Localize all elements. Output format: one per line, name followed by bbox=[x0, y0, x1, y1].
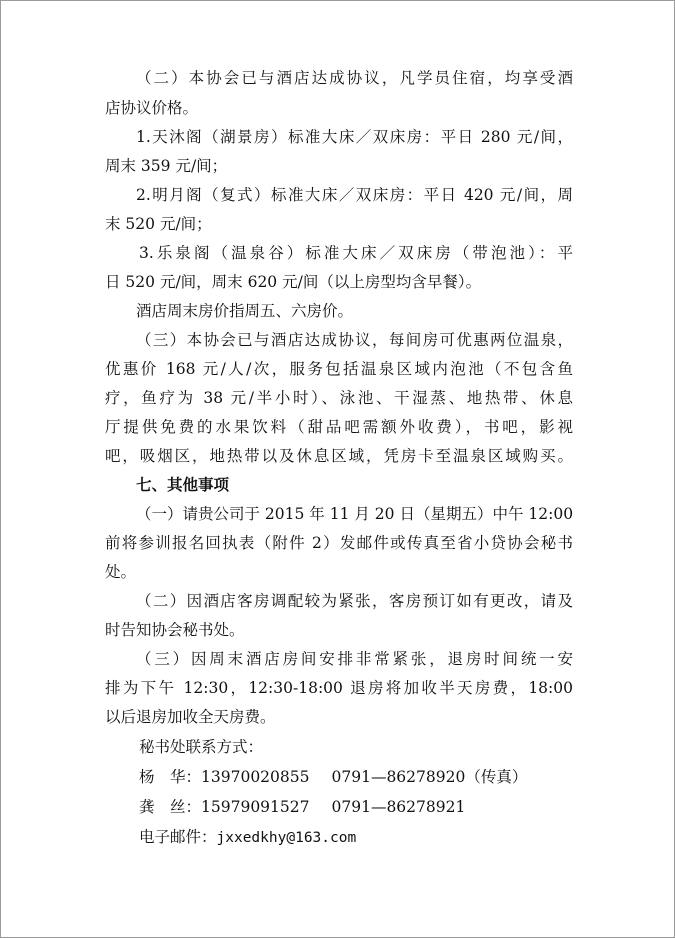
section-heading-other: 七、其他事项 bbox=[136, 476, 230, 494]
contact-mobile: 15979091527 bbox=[201, 798, 310, 816]
room-mingyue-line-2: 末 520 元/间； bbox=[105, 215, 212, 233]
email-label: 电子邮件： bbox=[139, 828, 217, 846]
other-item3-line-3: 以后退房加收全天房费。 bbox=[105, 708, 276, 726]
contact-mobile: 13970020855 bbox=[201, 768, 310, 786]
hot-spring-line-1: （三）本协会已与酒店达成协议，每间房可优惠两位温泉， bbox=[136, 331, 573, 349]
room-tianmu-line-2: 周末 359 元/间； bbox=[105, 157, 228, 175]
room-lequan-line-1: 3.乐泉阁（温泉谷）标准大床／双床房（带泡池）：平 bbox=[139, 244, 573, 262]
other-item2-line-1: （二）因酒店客房调配较为紧张，客房预订如有更改，请及 bbox=[136, 592, 573, 610]
room-lequan-line-2: 日 520 元/间，周末 620 元/间（以上房型均含早餐）。 bbox=[105, 273, 482, 291]
other-item1-line-3: 处。 bbox=[105, 563, 137, 581]
hot-spring-line-5: 吧，吸烟区，地热带以及休息区域，凭房卡至温泉区域购买。 bbox=[105, 447, 573, 465]
room-mingyue-line-1: 2.明月阁（复式）标准大床／双床房：平日 420 元/间，周 bbox=[136, 186, 573, 204]
contact-phone: 0791—86278920（传真） bbox=[331, 768, 528, 786]
contact-phone: 0791—86278921 bbox=[331, 798, 466, 816]
hot-spring-line-3: 疗，鱼疗为 38 元/半小时）、泳池、干湿蒸、地热带、休息 bbox=[105, 389, 573, 407]
contact-name: 杨 华： bbox=[139, 768, 202, 786]
hotel-agreement-line-2: 店协议价格。 bbox=[105, 99, 199, 117]
contact-row-yang bbox=[105, 762, 573, 792]
weekend-price-note: 酒店周末房价指周五、六房价。 bbox=[136, 302, 354, 320]
hot-spring-line-4: 厅提供免费的水果饮料（甜品吧需额外收费），书吧，影视 bbox=[105, 418, 573, 436]
contact-name: 龚 丝： bbox=[139, 798, 202, 816]
other-item1-line-1: （一）请贵公司于 2015 年 11 月 20 日（星期五）中午 12:00 bbox=[136, 505, 574, 523]
contact-title: 秘书处联系方式： bbox=[139, 738, 264, 756]
hotel-agreement-line-1: （二）本协会已与酒店达成协议，凡学员住宿，均享受酒 bbox=[136, 69, 573, 87]
other-item2-line-2: 时告知协会秘书处。 bbox=[105, 621, 245, 639]
other-item1-line-2: 前将参训报名回执表（附件 2）发邮件或传真至省小贷协会秘书 bbox=[105, 534, 573, 552]
contact-row-gong bbox=[105, 792, 573, 822]
email-address: jxxedkhy@163.com bbox=[216, 830, 357, 846]
room-tianmu-line-1: 1.天沐阁（湖景房）标准大床／双床房：平日 280 元/间， bbox=[136, 128, 573, 146]
document-body bbox=[105, 63, 573, 852]
contact-email-row bbox=[105, 822, 573, 852]
other-item3-line-2: 排为下午 12:30，12:30-18:00 退房将加收半天房费，18:00 bbox=[105, 679, 573, 697]
other-item3-line-1: （三）因周末酒店房间安排非常紧张，退房时间统一安 bbox=[136, 650, 573, 668]
hot-spring-line-2: 优惠价 168 元/人/次，服务包括温泉区域内泡池（不包含鱼 bbox=[105, 360, 573, 378]
